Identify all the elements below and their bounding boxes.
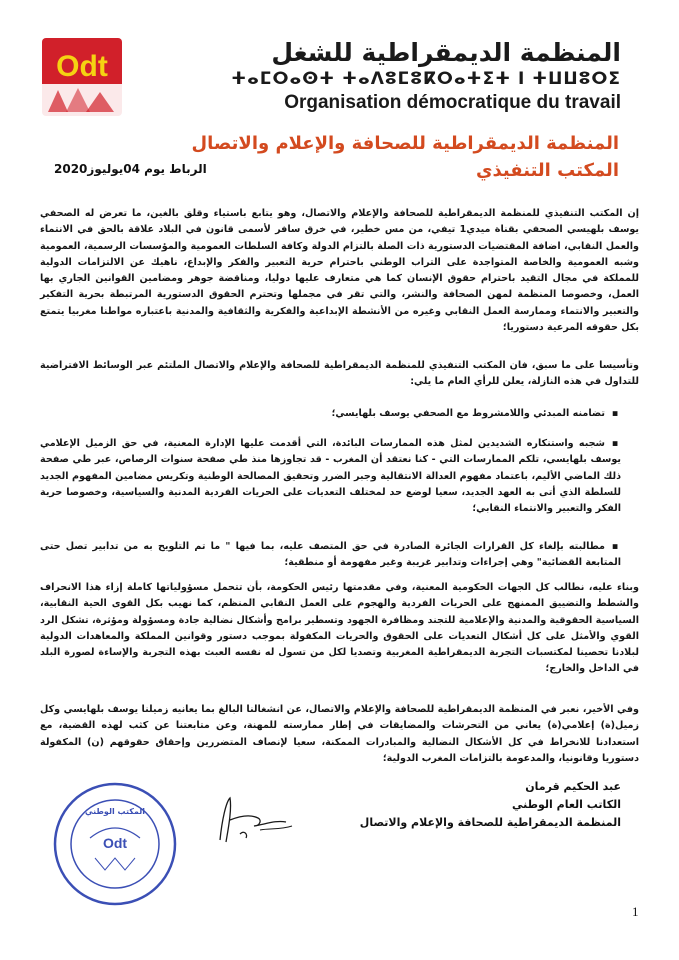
- paragraph-demands: وبناء عليه، نطالب كل الجهات الحكومية المعنية، وفي مقدمتها رئيس الحكومة، بأن تتحمل مسؤولياتها كاملة إزاء هذا الانحراف والشطط والتضييق الممنهج على الحريات الفردية والهجوم على العمل النقابي المنظم، كما نهيب بكل القوى الحية النقابية، السياسية الحقوقية والمدنية والإعلامية للتجند ومظافرة الجهود وتسطير برامج وأشكال نضالية جادة ومسؤولة ومؤثرة، تشكل الرد القوي والأمثل على كل أشكال التعديات على الحقوق والحريات المكفولة بموجب دستور وقوانين المملكة والمعاهدات الدولية لبلادنا تحصينا لمكتسبات التجربة الديمقراطية المغربية وتصديا لكل من تسول له نفسه العبث بهذه التجربة والإساءة لصورة البلد في الداخل والخارج؛: [40, 582, 639, 675]
- document-date: الرباط يوم 04يوليوز2020: [54, 162, 207, 176]
- logo-text: Odt: [56, 50, 108, 83]
- handwritten-signature: [200, 790, 300, 850]
- org-name-arabic: المنظمة الديمقراطية للشغل: [271, 38, 621, 67]
- bullet-item: [40, 539, 621, 572]
- department-title: المنظمة الديمقراطية للصحافة والإعلام والاتصال: [191, 133, 619, 154]
- paragraph-statement: وتأسيسا على ما سبق، فان المكتب التنفيذي للمنظمة الديمقراطية للصحافة والإعلام والاتصال الملتئم عبر الوسائط الافتراضية للتداول في هذه النازلة، يعلن للرأي العام ما يلي:: [40, 360, 639, 388]
- paragraph-intro: إن المكتب التنفيذي للمنظمة الديمقراطية للصحافة والإعلام والاتصال، وهو يتابع باستياء وقلق بالغين، ما تعرض له الصحفي يوسف بلهيسي الصحفي بقناة ميدي1 تيفي، من مس خطير، في خرق سافر لأسمى قانون في البلاد علاقة بالحق في الانتماء والعمل النقابي، اضافة المقتضيات الدستورية ذات الصلة بالتزام الدولة وكافة السلطات العمومية والمؤسسات الرسمية، العمومية وشبه العمومية والخاصة المتواجدة على التراب الوطني باحترام حرية التعبير والفكر والإبداع، ناهيك عن الالتزامات الدولية للمملكة في مجال التقيد باحترام حقوق الإنسان كما هي متعارف عليها دوليا، ومناقضة جوهر ومضامين القوانين الجاري بها العمل، وخصوصا المنظمة لمهن الصحافة والنشر، والتي تقر في مجملها وتحترم الحقوق الدستورية المرتبطة بحرية التفكير والتعبير والانتماء وممارسة العمل النقابي وغيره من الأنشطة الإبداعية والفكرية والثقافية والمدنية باعتباره مواطنا مغربيا يتمتع بكل حقوقه المرعية دستوريا؛: [40, 208, 639, 334]
- svg-text:Odt: Odt: [102, 835, 128, 851]
- organization-stamp: [50, 778, 180, 910]
- signatory-title: الكاتب العام الوطني: [512, 798, 621, 811]
- signatory-name: عبد الحكيم قرمان: [525, 780, 621, 793]
- bullet-item: [40, 406, 621, 422]
- bureau-title: المكتب التنفيذي: [476, 160, 619, 181]
- page-number: 1: [632, 904, 639, 919]
- signature-block: [360, 778, 621, 832]
- bullet-text: تضامنه المبدئي واللامشروط مع الصحفي يوسف بلهايسي؛: [331, 408, 605, 419]
- bullet-icon: ▪: [611, 438, 619, 449]
- bullet-icon: ▪: [611, 541, 619, 552]
- signatory-org: المنظمة الديمقراطية للصحافة والإعلام والاتصال: [359, 816, 621, 829]
- org-name-tifinagh: ⵜⴰⵎⵔⴰⵙⵜ ⵜⴰⴷⵓⵎⵓⴽⵔⴰⵜⵉⵜ ⵏ ⵜⵡⵡⵓⵔⵉ: [231, 69, 621, 89]
- odt-logo: [42, 38, 122, 116]
- paragraph-conclusion: وفي الأخير، نعبر في المنظمة الديمقراطية للصحافة والإعلام والاتصال، عن انشغالنا البالغ بما يعانيه زميلنا يوسف بلهايسي وكل زميل(ة) إعلامي(ة) يعاني من التحرشات والمضايقات في إطار ممارسته للمهنة، وعن متابعتنا عن كثب لهذه القضية، مع استعدادنا للانخراط في كل الأشكال النضالية والمبادرات الممكنة، سعيا لإنصاف المتضررين وإحقاق حقوقهم (ن) المكفولة دستوريا وقانونيا، والمدعومة بالتزامات المغرب الدولية؛: [40, 704, 639, 764]
- bullet-text: شجبه واستنكاره الشديدين لمثل هذه الممارسات البائدة، التي أقدمت عليها الإدارة المعنية، في حق الزميل الإعلامي يوسف بلهايسي، تلكم الممارسات التي - كنا نعتقد أن المغرب - قد تجاوزها منذ طي صفحة سنوات الرصاص، عبر طي صفحة ذلك الماضي الأليم، باعتماد مفهوم العدالة الانتقالية وجبر الضرر وتحقيق المصالحة الوطنية وتكريس مضامين المفهوم الجديد للسلطة الذي أتى به العهد الجديد، سعيا لوضع حد لمختلف التعديات على الحريات الفردية المدنية والسياسية، وخصوصا حرية الفكر والتعبير والانتماء النقابي؛: [40, 438, 621, 515]
- bullet-icon: ▪: [611, 408, 619, 419]
- svg-text:المكتب الوطني: المكتب الوطني: [85, 807, 145, 816]
- bullet-item: [40, 436, 621, 517]
- org-name-french: Organisation démocratique du travail: [284, 92, 621, 113]
- bullet-text: مطالبته بإلغاء كل القرارات الجائرة الصادرة في حق المتصف عليه، بما فيها " ما تم التلويح به من تدابير تصل حتى المتابعة القضائية" وهي إجراءات وتدابير غريبة وغير مفهومة أو منطقية؛: [40, 541, 621, 569]
